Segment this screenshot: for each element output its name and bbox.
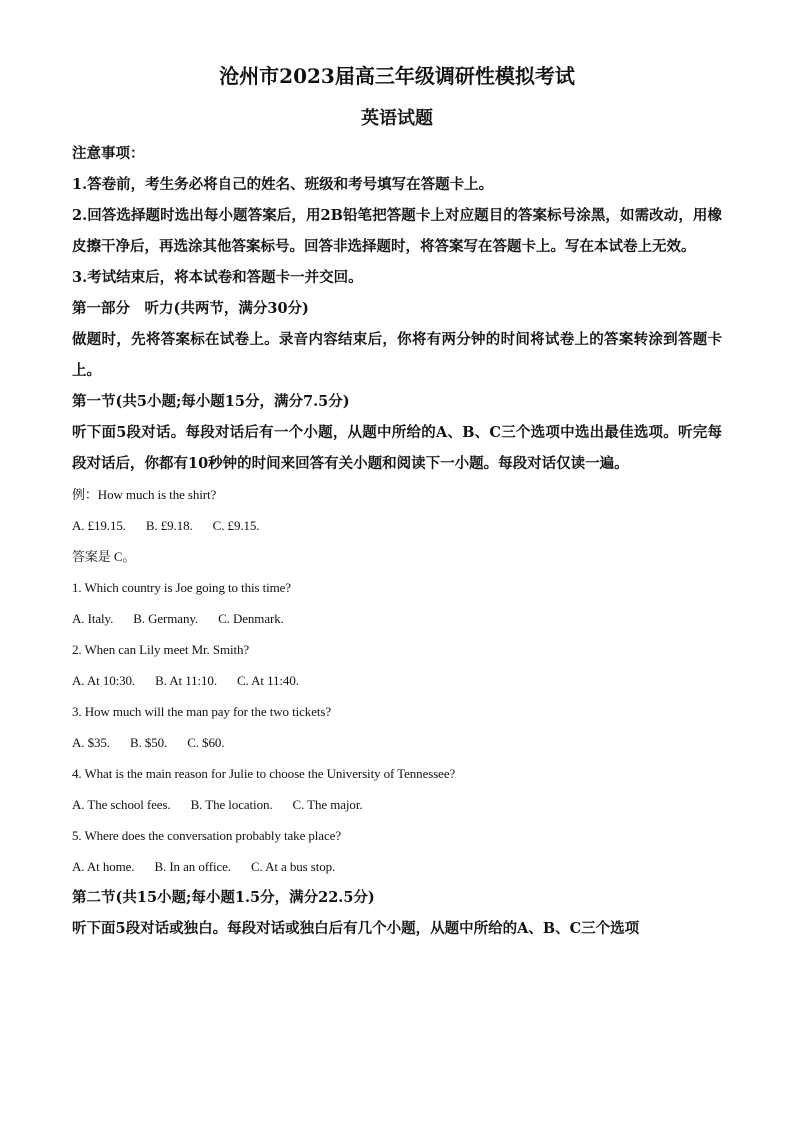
- question-1: 1. Which country is Joe going to this time?: [72, 580, 291, 595]
- question-1-options: [72, 603, 722, 634]
- option-a: A. At home.: [72, 859, 135, 874]
- option-c: C. At 11:40.: [236, 673, 299, 688]
- question-5-options: [72, 851, 722, 882]
- option-a: A. Italy.: [72, 611, 114, 626]
- option-a: A. $35.: [72, 735, 110, 750]
- part1-heading: 第一部分 听力(共两节，满分30分): [72, 300, 309, 317]
- option-b: B. The location.: [190, 797, 273, 812]
- notice-item-2: 2.回答选择题时选出每小题答案后，用2B铅笔把答题卡上对应题目的答案标号涂黑，如需改动，用橡皮擦干净后，再选涂其他答案标号。回答非选择题时，将答案写在答题卡上。写在本试卷上无效。: [72, 207, 722, 255]
- option-b: B. At 11:10.: [155, 673, 217, 688]
- question-3: 3. How much will the man pay for the two tickets?: [72, 704, 332, 719]
- section2-instructions: 听下面5段对话或独白。每段对话或独白后有几个小题，从题中所给的A、B、C三个选项: [72, 920, 640, 937]
- notice-item-1: 1.答卷前，考生务必将自己的姓名、班级和考号填写在答题卡上。: [72, 176, 494, 193]
- option-c: C. The major.: [292, 797, 363, 812]
- option-c: C. Denmark.: [218, 611, 284, 626]
- example-answer: 答案是 C。: [72, 549, 136, 564]
- notice-item-3: 3.考试结束后，将本试卷和答题卡一并交回。: [72, 269, 363, 286]
- exam-page: [72, 62, 722, 944]
- option-a: A. At 10:30.: [72, 673, 136, 688]
- option-b: B. $50.: [129, 735, 168, 750]
- question-3-options: [72, 727, 722, 758]
- option-a: A. £19.15.: [72, 518, 126, 533]
- option-c: C. At a bus stop.: [250, 859, 336, 874]
- option-c: C. $60.: [187, 735, 225, 750]
- section1-instructions: 听下面5段对话。每段对话后有一个小题，从题中所给的A、B、C三个选项中选出最佳选项。听完每段对话后，你都有10秒钟的时间来回答有关小题和阅读下一小题。每段对话仅读一遍。: [72, 424, 722, 472]
- question-2: 2. When can Lily meet Mr. Smith?: [72, 642, 250, 657]
- question-5: 5. Where does the conversation probably take place?: [72, 828, 341, 843]
- option-b: B. £9.18.: [145, 518, 193, 533]
- option-a: A. The school fees.: [72, 797, 171, 812]
- section1-heading: 第一节(共5小题;每小题15分，满分7.5分): [72, 393, 350, 410]
- question-4-options: [72, 789, 722, 820]
- example-options: [72, 510, 722, 541]
- section2-heading: 第二节(共15小题;每小题1.5分，满分22.5分): [72, 889, 375, 906]
- exam-subtitle: 英语试题: [361, 108, 433, 129]
- example-question: 例：How much is the shirt?: [72, 487, 217, 502]
- option-b: B. In an office.: [154, 859, 231, 874]
- option-b: B. Germany.: [133, 611, 199, 626]
- question-2-options: [72, 665, 722, 696]
- question-4: 4. What is the main reason for Julie to choose the University of Tennessee?: [72, 766, 456, 781]
- option-c: C. £9.15.: [212, 518, 260, 533]
- part1-instructions: 做题时，先将答案标在试卷上。录音内容结束后，你将有两分钟的时间将试卷上的答案转涂到答题卡上。: [72, 331, 722, 379]
- notice-heading: 注意事项：: [72, 145, 145, 162]
- exam-title: 沧州市2023届高三年级调研性模拟考试: [219, 64, 575, 88]
